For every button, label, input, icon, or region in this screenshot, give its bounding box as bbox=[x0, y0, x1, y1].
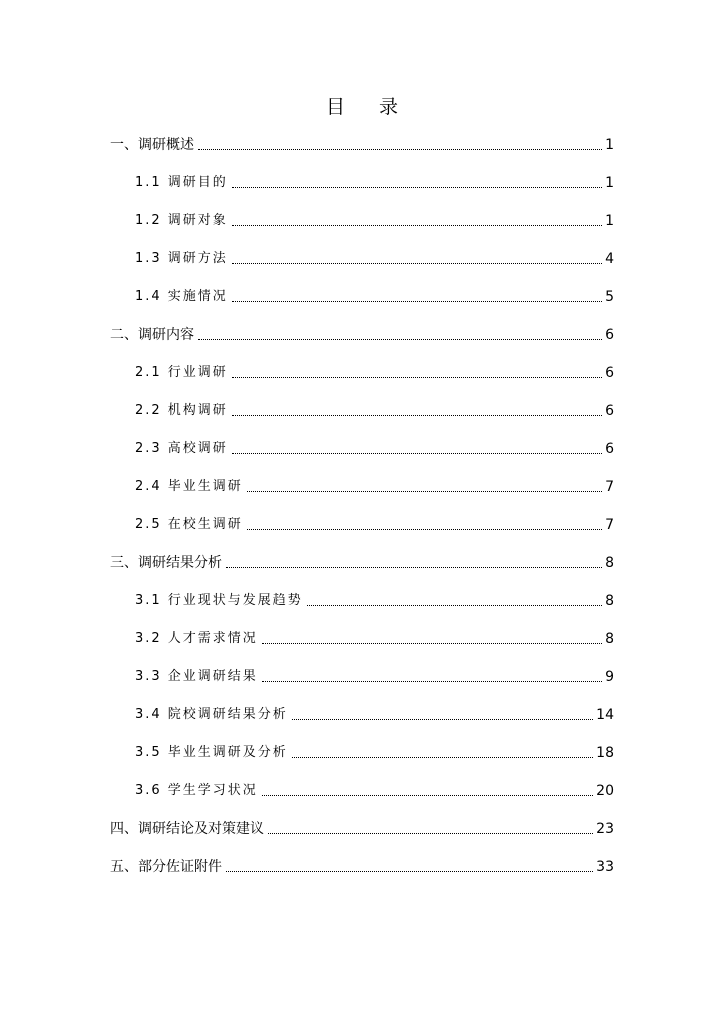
toc-entry-page: 8 bbox=[605, 593, 614, 609]
toc-entry[interactable] bbox=[110, 323, 614, 345]
toc-entry-page: 4 bbox=[605, 251, 614, 267]
dot-leader bbox=[232, 186, 602, 188]
toc-entry[interactable] bbox=[135, 171, 614, 193]
dot-leader bbox=[198, 338, 602, 340]
toc-entry[interactable] bbox=[135, 513, 614, 535]
toc-entry-label: 四、调研结论及对策建议 bbox=[110, 821, 264, 837]
dot-leader bbox=[226, 870, 593, 872]
toc-entry-label: 3.3 企业调研结果 bbox=[135, 669, 258, 684]
toc-entry-label: 二、调研内容 bbox=[110, 327, 194, 343]
toc-entry-label: 3.5 毕业生调研及分析 bbox=[135, 745, 288, 760]
toc-entry-page: 9 bbox=[605, 669, 614, 685]
toc-entry-label: 2.1 行业调研 bbox=[135, 365, 228, 380]
toc-entry-label: 1.4 实施情况 bbox=[135, 289, 228, 304]
dot-leader bbox=[232, 300, 602, 302]
toc-entry-page: 1 bbox=[605, 137, 614, 153]
toc-entry[interactable] bbox=[135, 779, 614, 801]
dot-leader bbox=[262, 642, 602, 644]
toc-entry-label: 五、部分佐证附件 bbox=[110, 859, 222, 875]
dot-leader bbox=[232, 224, 602, 226]
toc-entry[interactable] bbox=[135, 703, 614, 725]
toc-entry-label: 一、调研概述 bbox=[110, 137, 194, 153]
toc-entry-page: 7 bbox=[605, 479, 614, 495]
toc-entry-label: 1.2 调研对象 bbox=[135, 213, 228, 228]
toc-entry-page: 23 bbox=[596, 821, 614, 837]
dot-leader bbox=[292, 718, 593, 720]
dot-leader bbox=[262, 680, 602, 682]
toc-entry-label: 2.2 机构调研 bbox=[135, 403, 228, 418]
dot-leader bbox=[247, 490, 602, 492]
toc-entry-page: 6 bbox=[605, 403, 614, 419]
toc-entry-label: 2.5 在校生调研 bbox=[135, 517, 243, 532]
dot-leader bbox=[247, 528, 602, 530]
toc-entry[interactable] bbox=[135, 285, 614, 307]
dot-leader bbox=[262, 794, 593, 796]
toc-entry-page: 14 bbox=[596, 707, 614, 723]
toc-entry[interactable] bbox=[135, 475, 614, 497]
toc-entry[interactable] bbox=[135, 399, 614, 421]
dot-leader bbox=[232, 376, 602, 378]
toc-entry-page: 8 bbox=[605, 631, 614, 647]
dot-leader bbox=[232, 414, 602, 416]
toc-entry[interactable] bbox=[135, 589, 614, 611]
toc-entry[interactable] bbox=[110, 855, 614, 877]
toc-entry[interactable] bbox=[135, 437, 614, 459]
dot-leader bbox=[292, 756, 593, 758]
toc-entry-page: 1 bbox=[605, 213, 614, 229]
toc-entry[interactable] bbox=[110, 133, 614, 155]
toc-entry[interactable] bbox=[135, 361, 614, 383]
dot-leader bbox=[232, 452, 602, 454]
toc-entry-page: 7 bbox=[605, 517, 614, 533]
toc-entry-label: 3.4 院校调研结果分析 bbox=[135, 707, 288, 722]
toc-entry-page: 6 bbox=[605, 441, 614, 457]
toc-entry-page: 6 bbox=[605, 365, 614, 381]
dot-leader bbox=[198, 148, 602, 150]
toc-entry-label: 3.1 行业现状与发展趋势 bbox=[135, 593, 303, 608]
toc-entry[interactable] bbox=[110, 817, 614, 839]
toc-entry[interactable] bbox=[135, 247, 614, 269]
toc-entry-label: 三、调研结果分析 bbox=[110, 555, 222, 571]
toc-entry-label: 1.1 调研目的 bbox=[135, 175, 228, 190]
toc-entry-label: 1.3 调研方法 bbox=[135, 251, 228, 266]
toc-entry[interactable] bbox=[135, 665, 614, 687]
toc-entry-page: 5 bbox=[605, 289, 614, 305]
toc-entry-page: 20 bbox=[596, 783, 614, 799]
page-title: 目 录 bbox=[325, 96, 413, 118]
toc-entry[interactable] bbox=[135, 741, 614, 763]
toc-entry[interactable] bbox=[110, 551, 614, 573]
toc-entry-label: 2.4 毕业生调研 bbox=[135, 479, 243, 494]
toc-entry[interactable] bbox=[135, 627, 614, 649]
dot-leader bbox=[307, 604, 602, 606]
toc-entry-page: 1 bbox=[605, 175, 614, 191]
toc-entry-page: 33 bbox=[596, 859, 614, 875]
toc-entry-label: 3.2 人才需求情况 bbox=[135, 631, 258, 646]
toc-entry-page: 18 bbox=[596, 745, 614, 761]
dot-leader bbox=[232, 262, 602, 264]
dot-leader bbox=[268, 832, 593, 834]
toc-entry[interactable] bbox=[135, 209, 614, 231]
dot-leader bbox=[226, 566, 602, 568]
toc-entry-page: 6 bbox=[605, 327, 614, 343]
toc-entry-page: 8 bbox=[605, 555, 614, 571]
toc-entry-label: 3.6 学生学习状况 bbox=[135, 783, 258, 798]
toc-entry-label: 2.3 高校调研 bbox=[135, 441, 228, 456]
